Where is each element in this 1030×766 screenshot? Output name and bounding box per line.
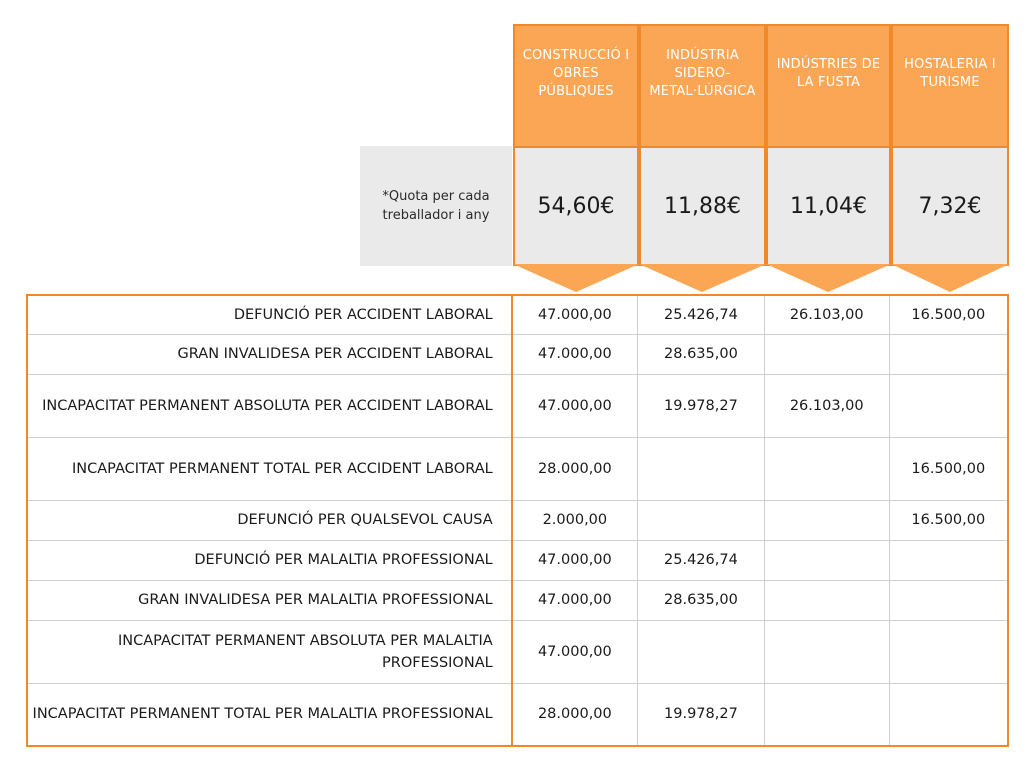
- quota-label: *Quota per cada treballador i any: [360, 146, 512, 266]
- table-row: [27, 540, 1008, 580]
- table-row: [27, 374, 1008, 437]
- benefits-table: [26, 294, 1009, 747]
- down-arrow-icon: [891, 264, 1009, 294]
- table-cell: 26.103,00: [764, 295, 889, 334]
- sector-fee: 11,04€: [766, 146, 891, 266]
- table-row: [27, 295, 1008, 334]
- down-arrow-icon: [513, 264, 639, 294]
- table-cell: 47.000,00: [512, 540, 638, 580]
- sector-fee: 7,32€: [891, 146, 1009, 266]
- row-label: INCAPACITAT PERMANENT ABSOLUTA PER ACCIDENT LABORAL: [27, 374, 512, 437]
- sector-fee: 11,88€: [639, 146, 766, 266]
- table-cell: 47.000,00: [512, 295, 638, 334]
- table-row: [27, 500, 1008, 540]
- table-cell: [764, 620, 889, 683]
- table-cell: 25.426,74: [638, 540, 765, 580]
- table-cell: 26.103,00: [764, 374, 889, 437]
- table-cell: 28.635,00: [638, 334, 765, 374]
- table-cell: [638, 437, 765, 500]
- row-label: DEFUNCIÓ PER MALALTIA PROFESSIONAL: [27, 540, 512, 580]
- table-cell: [889, 374, 1008, 437]
- table-cell: 28.000,00: [512, 437, 638, 500]
- row-label: DEFUNCIÓ PER ACCIDENT LABORAL: [27, 295, 512, 334]
- table-cell: [889, 683, 1008, 746]
- down-arrow-icon: [766, 264, 891, 294]
- table-cell: 47.000,00: [512, 580, 638, 620]
- table-cell: [889, 580, 1008, 620]
- row-label: INCAPACITAT PERMANENT TOTAL PER ACCIDENT LABORAL: [27, 437, 512, 500]
- table-cell: 19.978,27: [638, 374, 765, 437]
- row-label: INCAPACITAT PERMANENT ABSOLUTA PER MALALTIA PROFESSIONAL: [27, 620, 512, 683]
- table-row: [27, 683, 1008, 746]
- table-cell: 25.426,74: [638, 295, 765, 334]
- table-cell: 19.978,27: [638, 683, 765, 746]
- table-cell: 16.500,00: [889, 437, 1008, 500]
- table-cell: 16.500,00: [889, 500, 1008, 540]
- table-cell: 2.000,00: [512, 500, 638, 540]
- table-cell: [764, 683, 889, 746]
- table-cell: [764, 437, 889, 500]
- table-cell: [764, 500, 889, 540]
- sector-header-hostaleria: HOSTALERIA I TURISME: [891, 24, 1009, 146]
- row-label: DEFUNCIÓ PER QUALSEVOL CAUSA: [27, 500, 512, 540]
- table-row: [27, 580, 1008, 620]
- table-cell: [638, 620, 765, 683]
- row-label: GRAN INVALIDESA PER ACCIDENT LABORAL: [27, 334, 512, 374]
- table-cell: [889, 540, 1008, 580]
- table-row: [27, 334, 1008, 374]
- sector-fee: 54,60€: [513, 146, 639, 266]
- table-cell: [764, 334, 889, 374]
- down-arrow-icon: [639, 264, 766, 294]
- table-cell: [764, 580, 889, 620]
- table-cell: [889, 620, 1008, 683]
- table-cell: 47.000,00: [512, 374, 638, 437]
- sector-header-sidero-metallurgica: INDÚSTRIA SIDERO-METAL·LÚRGICA: [639, 24, 766, 146]
- table-cell: 28.000,00: [512, 683, 638, 746]
- table-cell: 47.000,00: [512, 620, 638, 683]
- table-cell: 16.500,00: [889, 295, 1008, 334]
- row-label: INCAPACITAT PERMANENT TOTAL PER MALALTIA PROFESSIONAL: [27, 683, 512, 746]
- table-row: [27, 437, 1008, 500]
- table-cell: 28.635,00: [638, 580, 765, 620]
- table-cell: [889, 334, 1008, 374]
- sector-header-construccio: CONSTRUCCIÓ I OBRES PÚBLIQUES: [513, 24, 639, 146]
- table-row: [27, 620, 1008, 683]
- sector-header-fusta: INDÚSTRIES DE LA FUSTA: [766, 24, 891, 146]
- row-label: GRAN INVALIDESA PER MALALTIA PROFESSIONAL: [27, 580, 512, 620]
- table-cell: [638, 500, 765, 540]
- table-cell: 47.000,00: [512, 334, 638, 374]
- table-cell: [764, 540, 889, 580]
